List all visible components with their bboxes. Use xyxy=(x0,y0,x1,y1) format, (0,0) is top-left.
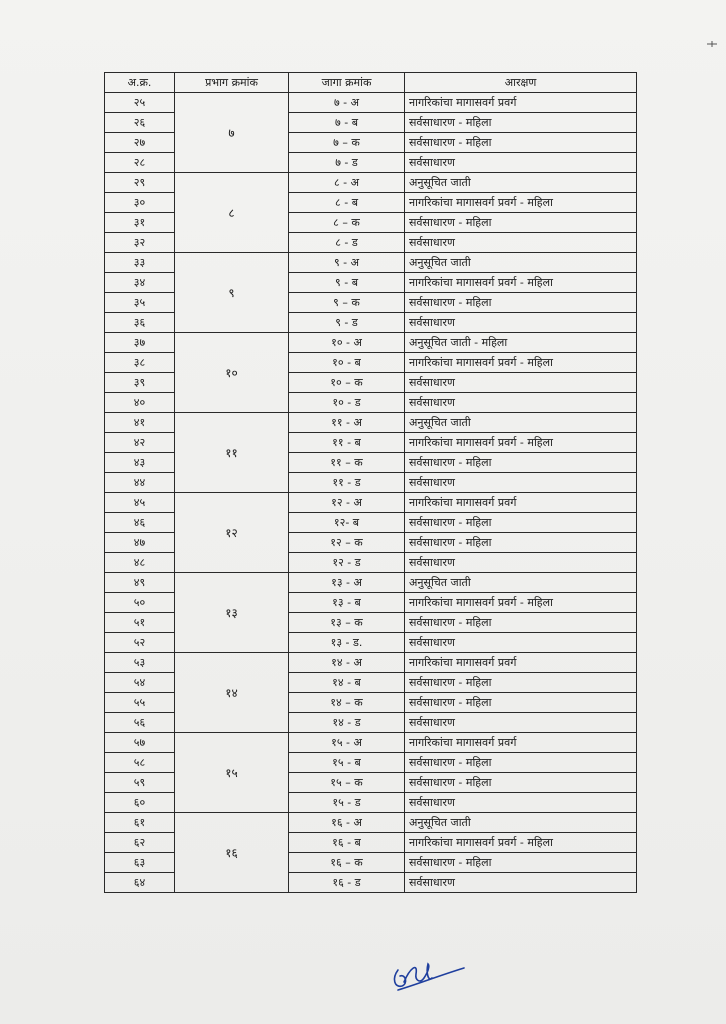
table-row xyxy=(105,253,637,273)
seat-cell: ११ – क xyxy=(289,453,405,473)
serial-cell: ४५ xyxy=(105,493,175,513)
ward-cell: १६ xyxy=(175,813,289,893)
serial-cell: ३४ xyxy=(105,273,175,293)
reservation-cell: सर्वसाधारण xyxy=(405,233,637,253)
serial-cell: ४१ xyxy=(105,413,175,433)
serial-cell: ५२ xyxy=(105,633,175,653)
reservation-cell: सर्वसाधारण xyxy=(405,873,637,893)
reservation-cell: सर्वसाधारण xyxy=(405,313,637,333)
serial-cell: ३९ xyxy=(105,373,175,393)
reservation-cell: अनुसूचित जाती xyxy=(405,173,637,193)
serial-cell: ३५ xyxy=(105,293,175,313)
serial-cell: ३३ xyxy=(105,253,175,273)
header-reservation: आरक्षण xyxy=(405,73,637,93)
seat-cell: १२ - ड xyxy=(289,553,405,573)
corner-mark xyxy=(706,40,718,48)
reservation-cell: अनुसूचित जाती xyxy=(405,253,637,273)
ward-cell: १० xyxy=(175,333,289,413)
seat-cell: ७ - ड xyxy=(289,153,405,173)
ward-cell: १४ xyxy=(175,653,289,733)
serial-cell: ६१ xyxy=(105,813,175,833)
reservation-cell: नागरिकांचा मागासवर्ग प्रवर्ग - महिला xyxy=(405,193,637,213)
serial-cell: ५४ xyxy=(105,673,175,693)
seat-cell: १३ - ड. xyxy=(289,633,405,653)
reservation-cell: सर्वसाधारण xyxy=(405,553,637,573)
reservation-cell: सर्वसाधारण - महिला xyxy=(405,453,637,473)
serial-cell: ५९ xyxy=(105,773,175,793)
seat-cell: १६ – क xyxy=(289,853,405,873)
seat-cell: १३ - ब xyxy=(289,593,405,613)
seat-cell: ९ - ड xyxy=(289,313,405,333)
ward-cell: ११ xyxy=(175,413,289,493)
reservation-cell: सर्वसाधारण xyxy=(405,393,637,413)
reservation-cell: सर्वसाधारण - महिला xyxy=(405,133,637,153)
seat-cell: १५ - अ xyxy=(289,733,405,753)
seat-cell: १३ - अ xyxy=(289,573,405,593)
serial-cell: २५ xyxy=(105,93,175,113)
reservation-cell: सर्वसाधारण xyxy=(405,373,637,393)
seat-cell: १२- ब xyxy=(289,513,405,533)
reservation-cell: सर्वसाधारण - महिला xyxy=(405,673,637,693)
seat-cell: १४ - ड xyxy=(289,713,405,733)
seat-cell: ११ - ब xyxy=(289,433,405,453)
header-ward: प्रभाग क्रमांक xyxy=(175,73,289,93)
seat-cell: १२ - अ xyxy=(289,493,405,513)
table-row xyxy=(105,813,637,833)
serial-cell: ३८ xyxy=(105,353,175,373)
serial-cell: ५७ xyxy=(105,733,175,753)
reservation-cell: अनुसूचित जाती xyxy=(405,573,637,593)
serial-cell: ५३ xyxy=(105,653,175,673)
reservation-cell: अनुसूचित जाती xyxy=(405,413,637,433)
seat-cell: १४ - अ xyxy=(289,653,405,673)
seat-cell: १६ - ड xyxy=(289,873,405,893)
serial-cell: २८ xyxy=(105,153,175,173)
serial-cell: ६२ xyxy=(105,833,175,853)
serial-cell: ३१ xyxy=(105,213,175,233)
seat-cell: ७ – क xyxy=(289,133,405,153)
serial-cell: ४६ xyxy=(105,513,175,533)
seat-cell: ७ - अ xyxy=(289,93,405,113)
seat-cell: ९ - ब xyxy=(289,273,405,293)
seat-cell: ११ - अ xyxy=(289,413,405,433)
ward-cell: १३ xyxy=(175,573,289,653)
reservation-cell: सर्वसाधारण xyxy=(405,153,637,173)
serial-cell: ५६ xyxy=(105,713,175,733)
reservation-table xyxy=(104,72,637,893)
serial-cell: ४३ xyxy=(105,453,175,473)
reservation-cell: सर्वसाधारण - महिला xyxy=(405,853,637,873)
reservation-cell: सर्वसाधारण - महिला xyxy=(405,293,637,313)
serial-cell: ४० xyxy=(105,393,175,413)
reservation-cell: नागरिकांचा मागासवर्ग प्रवर्ग xyxy=(405,733,637,753)
reservation-cell: सर्वसाधारण xyxy=(405,713,637,733)
reservation-cell: सर्वसाधारण - महिला xyxy=(405,113,637,133)
seat-cell: १६ - ब xyxy=(289,833,405,853)
reservation-cell: नागरिकांचा मागासवर्ग प्रवर्ग - महिला xyxy=(405,833,637,853)
ward-cell: १२ xyxy=(175,493,289,573)
seat-cell: ११ - ड xyxy=(289,473,405,493)
reservation-cell: सर्वसाधारण - महिला xyxy=(405,513,637,533)
header-seat: जागा क्रमांक xyxy=(289,73,405,93)
reservation-cell: अनुसूचित जाती - महिला xyxy=(405,333,637,353)
serial-cell: ५१ xyxy=(105,613,175,633)
serial-cell: २६ xyxy=(105,113,175,133)
seat-cell: ८ - अ xyxy=(289,173,405,193)
seat-cell: ९ – क xyxy=(289,293,405,313)
serial-cell: ४२ xyxy=(105,433,175,453)
serial-cell: ४८ xyxy=(105,553,175,573)
table-body xyxy=(105,93,637,893)
seat-cell: ८ - ड xyxy=(289,233,405,253)
reservation-cell: नागरिकांचा मागासवर्ग प्रवर्ग - महिला xyxy=(405,433,637,453)
ward-cell: ७ xyxy=(175,93,289,173)
serial-cell: ३२ xyxy=(105,233,175,253)
serial-cell: ६० xyxy=(105,793,175,813)
ward-cell: १५ xyxy=(175,733,289,813)
reservation-cell: नागरिकांचा मागासवर्ग प्रवर्ग xyxy=(405,93,637,113)
serial-cell: ५८ xyxy=(105,753,175,773)
seat-cell: १२ – क xyxy=(289,533,405,553)
ward-cell: ८ xyxy=(175,173,289,253)
table-row xyxy=(105,333,637,353)
serial-cell: २७ xyxy=(105,133,175,153)
seat-cell: १० - ब xyxy=(289,353,405,373)
reservation-cell: अनुसूचित जाती xyxy=(405,813,637,833)
table-row xyxy=(105,413,637,433)
table-row xyxy=(105,573,637,593)
signature xyxy=(378,948,478,998)
reservation-cell: सर्वसाधारण - महिला xyxy=(405,533,637,553)
table-row xyxy=(105,733,637,753)
seat-cell: १३ – क xyxy=(289,613,405,633)
reservation-cell: सर्वसाधारण - महिला xyxy=(405,613,637,633)
ward-cell: ९ xyxy=(175,253,289,333)
table-row xyxy=(105,653,637,673)
seat-cell: ९ - अ xyxy=(289,253,405,273)
serial-cell: ४७ xyxy=(105,533,175,553)
serial-cell: ५० xyxy=(105,593,175,613)
seat-cell: १५ – क xyxy=(289,773,405,793)
serial-cell: ६३ xyxy=(105,853,175,873)
reservation-cell: नागरिकांचा मागासवर्ग प्रवर्ग - महिला xyxy=(405,353,637,373)
seat-cell: १५ - ड xyxy=(289,793,405,813)
serial-cell: ५५ xyxy=(105,693,175,713)
table-row xyxy=(105,173,637,193)
serial-cell: ४४ xyxy=(105,473,175,493)
seat-cell: १६ - अ xyxy=(289,813,405,833)
table-row xyxy=(105,93,637,113)
reservation-cell: सर्वसाधारण xyxy=(405,793,637,813)
header-serial: अ.क्र. xyxy=(105,73,175,93)
reservation-cell: सर्वसाधारण xyxy=(405,633,637,653)
seat-cell: १४ - ब xyxy=(289,673,405,693)
serial-cell: ३७ xyxy=(105,333,175,353)
reservation-cell: नागरिकांचा मागासवर्ग प्रवर्ग xyxy=(405,493,637,513)
reservation-cell: सर्वसाधारण - महिला xyxy=(405,693,637,713)
reservation-cell: सर्वसाधारण - महिला xyxy=(405,213,637,233)
reservation-cell: सर्वसाधारण - महिला xyxy=(405,773,637,793)
serial-cell: २९ xyxy=(105,173,175,193)
reservation-cell: सर्वसाधारण - महिला xyxy=(405,753,637,773)
reservation-cell: सर्वसाधारण xyxy=(405,473,637,493)
serial-cell: ४९ xyxy=(105,573,175,593)
reservation-cell: नागरिकांचा मागासवर्ग प्रवर्ग - महिला xyxy=(405,593,637,613)
reservation-cell: नागरिकांचा मागासवर्ग प्रवर्ग xyxy=(405,653,637,673)
seat-cell: १० - ड xyxy=(289,393,405,413)
serial-cell: ३० xyxy=(105,193,175,213)
seat-cell: ७ - ब xyxy=(289,113,405,133)
seat-cell: १० – क xyxy=(289,373,405,393)
seat-cell: १४ – क xyxy=(289,693,405,713)
seat-cell: १५ - ब xyxy=(289,753,405,773)
seat-cell: ८ – क xyxy=(289,213,405,233)
serial-cell: ३६ xyxy=(105,313,175,333)
seat-cell: ८ - ब xyxy=(289,193,405,213)
table-header-row xyxy=(105,73,637,93)
table-row xyxy=(105,493,637,513)
seat-cell: १० - अ xyxy=(289,333,405,353)
serial-cell: ६४ xyxy=(105,873,175,893)
reservation-cell: नागरिकांचा मागासवर्ग प्रवर्ग - महिला xyxy=(405,273,637,293)
